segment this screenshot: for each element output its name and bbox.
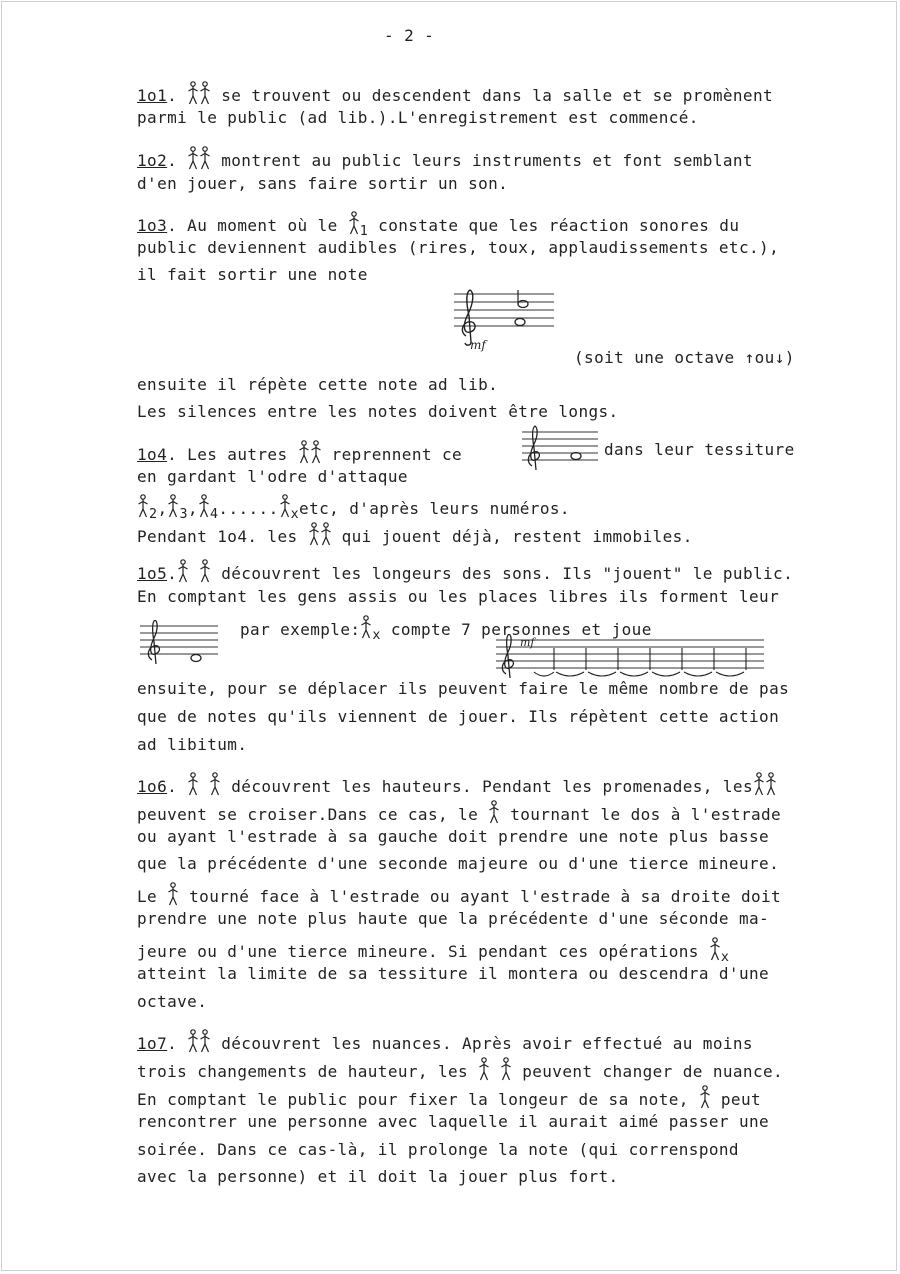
- section-106-line-9: octave.: [137, 992, 208, 1011]
- octave-ou: ou: [754, 348, 775, 367]
- section-103-text-b: constate que les réaction sonores du: [368, 216, 740, 235]
- performer-number: x: [372, 628, 381, 644]
- performer-figure-icon: [177, 559, 189, 583]
- section-number-101: 1o1: [137, 86, 168, 105]
- section-106-text-b: découvrent les hauteurs. Pendant les promenades, les: [221, 777, 753, 796]
- section-104-text-a: . Les autres: [167, 445, 298, 464]
- section-106-text-e: Le: [137, 887, 168, 906]
- octave-note: [574, 348, 795, 368]
- treble-clef-icon: [148, 620, 159, 664]
- performer-figure-icon: [137, 494, 149, 518]
- section-107-line-3: [137, 1085, 761, 1110]
- section-104-text-d: etc, d'après leurs numéros.: [299, 499, 570, 518]
- performer-figure-icon: [199, 81, 211, 105]
- section-number-105: 1o5: [137, 564, 168, 583]
- section-104-line-1: [137, 440, 462, 465]
- treble-clef-icon: [528, 426, 539, 470]
- section-104-line-4: [137, 522, 693, 547]
- treble-clef-icon: [502, 634, 513, 678]
- performer-figure-icon: [765, 772, 777, 796]
- section-107-line-5: soirée. Dans ce cas-là, il prolonge la note (qui correnspond: [137, 1140, 739, 1159]
- section-106-text-g: jeure ou d'une tierce mineure. Si pendant ces opérations: [137, 942, 709, 961]
- section-107-line-6: avec la personne) et il doit la jouer plus fort.: [137, 1167, 619, 1186]
- performer-number: 1: [359, 224, 369, 240]
- section-106-text-d: tournant le dos à l'estrade: [500, 805, 782, 824]
- section-number-104: 1o4: [137, 445, 168, 464]
- performer-figure-icon: [187, 81, 199, 105]
- section-number-106: 1o6: [137, 777, 168, 796]
- tied-notes: [534, 648, 746, 676]
- section-101-line-2: parmi le public (ad lib.).L'enregistrement est commencé.: [137, 108, 699, 127]
- section-number-103: 1o3: [137, 216, 168, 235]
- section-102-text: montrent au public leurs instruments et font semblant: [211, 151, 753, 170]
- performer-figure-icon: [187, 146, 199, 170]
- section-107-line-2: [137, 1057, 783, 1082]
- section-105-text-a: par exemple:: [240, 620, 361, 639]
- section-107-text-b: découvrent les nuances. Après avoir effectué au moins: [211, 1034, 753, 1053]
- dynamic-mf: mf: [470, 338, 486, 352]
- section-105-line-6: ad libitum.: [137, 735, 248, 754]
- staff-seven-notes: [494, 634, 766, 682]
- arrow-down-icon: ↓: [774, 348, 785, 367]
- performer-number: x: [720, 950, 730, 966]
- section-103-line-3: il fait sortir une note: [137, 265, 368, 284]
- section-107-text-c: trois changements de hauteur, les: [137, 1062, 479, 1081]
- performer-figure-icon: [348, 211, 360, 235]
- performer-number: 2: [149, 507, 158, 523]
- section-104-line-3: $_2$, $_3$, $_4$...... $_x$etc, d'après leurs numéros.: [137, 494, 570, 525]
- page-number: - 2 -: [384, 26, 435, 45]
- section-107-text-e: En comptant le public pour fixer la longeur de sa note,: [137, 1090, 699, 1109]
- section-105-text: découvrent les longeurs des sons. Ils "jouent" le public.: [211, 564, 794, 583]
- staff-example-note: [138, 620, 220, 666]
- arrow-up-icon: ↑: [744, 348, 755, 367]
- performer-number: 4: [209, 507, 219, 523]
- performer-figure-icon: [308, 522, 320, 546]
- performer-figure-icon: [488, 800, 500, 824]
- section-106-line-6: prendre une note plus haute que la précédente d'une séconde ma-: [137, 909, 770, 928]
- section-104-text-c: dans leur tessiture: [604, 440, 795, 459]
- note-head: [571, 453, 581, 460]
- section-104-line-2: en gardant l'odre d'attaque: [137, 467, 408, 486]
- section-104-text-b: reprennent ce: [321, 445, 463, 464]
- section-106-line-1: [137, 772, 777, 797]
- octave-text: (soit une octave: [574, 348, 745, 367]
- performer-figure-icon: [167, 494, 179, 518]
- section-103-line-5: Les silences entre les notes doivent être longs.: [137, 402, 619, 421]
- performer-figure-icon: [198, 494, 210, 518]
- section-105-text-b: compte 7 personnes et joue: [380, 620, 652, 639]
- section-107-text-d: peuvent changer de nuance.: [512, 1062, 784, 1081]
- section-105-line-1: 1o5. découvrent les longeurs des sons. Ils "jouent" le public.: [137, 559, 793, 584]
- section-106-line-5: [137, 882, 781, 907]
- section-106-line-8: atteint la limite de sa tessiture il montera ou descendra d'une: [137, 964, 770, 983]
- performer-figure-icon: [699, 1085, 711, 1109]
- section-101-text: se trouvent ou descendent dans la salle et se promènent: [211, 86, 774, 105]
- section-104-text-e: Pendant 1o4. les: [137, 527, 308, 546]
- performer-figure-icon: [360, 615, 372, 639]
- section-107-line-4: rencontrer une personne avec laquelle il aurait aimé passer une: [137, 1112, 770, 1131]
- note-head: [191, 655, 201, 662]
- section-103-line-4: ensuite il répète cette note ad lib.: [137, 375, 499, 394]
- note-head-lower: [515, 319, 525, 326]
- performer-figure-icon: [187, 772, 199, 796]
- performer-figure-icon: [209, 772, 221, 796]
- performer-figure-icon: [709, 937, 721, 961]
- section-106-text-f: tourné face à l'estrade ou ayant l'estrade à sa droite doit: [179, 887, 782, 906]
- performer-number: 3: [179, 507, 188, 523]
- section-103-text-a: . Au moment où le: [167, 216, 348, 235]
- performer-figure-icon: [167, 882, 179, 906]
- dynamic-mf: mf: [520, 636, 535, 649]
- performer-figure-icon: [187, 1029, 199, 1053]
- performer-figure-icon: [478, 1057, 490, 1081]
- performer-figure-icon: [298, 440, 310, 464]
- staff-small-note: [520, 424, 600, 472]
- performer-figure-icon: [310, 440, 322, 464]
- section-103-line-2: public deviennent audibles (rires, toux, applaudissements etc.),: [137, 238, 780, 257]
- performer-figure-icon: [199, 559, 211, 583]
- staff-single-note: [452, 286, 556, 352]
- section-104-text-f: qui jouent déjà, restent immobiles.: [331, 527, 693, 546]
- performer-figure-icon: [279, 494, 291, 518]
- section-107-text-a: .: [167, 1034, 188, 1053]
- section-106-text-a: .: [167, 777, 188, 796]
- section-101-line-1: 1o1. se trouvent ou descendent dans la salle et se promènent: [137, 81, 773, 106]
- performer-figure-icon: [199, 146, 211, 170]
- section-107-text-f: peut: [710, 1090, 762, 1109]
- section-105-line-5: que de notes qu'ils viennent de jouer. Ils répètent cette action: [137, 707, 780, 726]
- section-102-line-2: d'en jouer, sans faire sortir un son.: [137, 174, 509, 193]
- section-number-102: 1o2: [137, 151, 168, 170]
- section-107-line-1: [137, 1029, 753, 1054]
- section-105-line-2: En comptant les gens assis ou les places libres ils forment leur: [137, 587, 780, 606]
- performer-figure-icon: [199, 1029, 211, 1053]
- performer-figure-icon: [500, 1057, 512, 1081]
- performer-figure-icon: [753, 772, 765, 796]
- section-106-line-3: ou ayant l'estrade à sa gauche doit prendre une note plus basse: [137, 827, 770, 846]
- octave-close: ): [784, 348, 795, 367]
- section-105-line-4: ensuite, pour se déplacer ils peuvent faire le même nombre de pas: [137, 679, 790, 698]
- section-106-line-4: que la précédente d'une seconde majeure ou d'une tierce mineure.: [137, 854, 780, 873]
- performer-figure-icon: [320, 522, 332, 546]
- section-106-line-2: [137, 800, 781, 825]
- section-102-line-1: 1o2. montrent au public leurs instruments et font semblant: [137, 146, 753, 171]
- section-number-107: 1o7: [137, 1034, 168, 1053]
- ellipsis: ......: [218, 499, 279, 518]
- performer-number: x: [290, 507, 300, 523]
- section-106-text-c: peuvent se croiser.Dans ce cas, le: [137, 805, 489, 824]
